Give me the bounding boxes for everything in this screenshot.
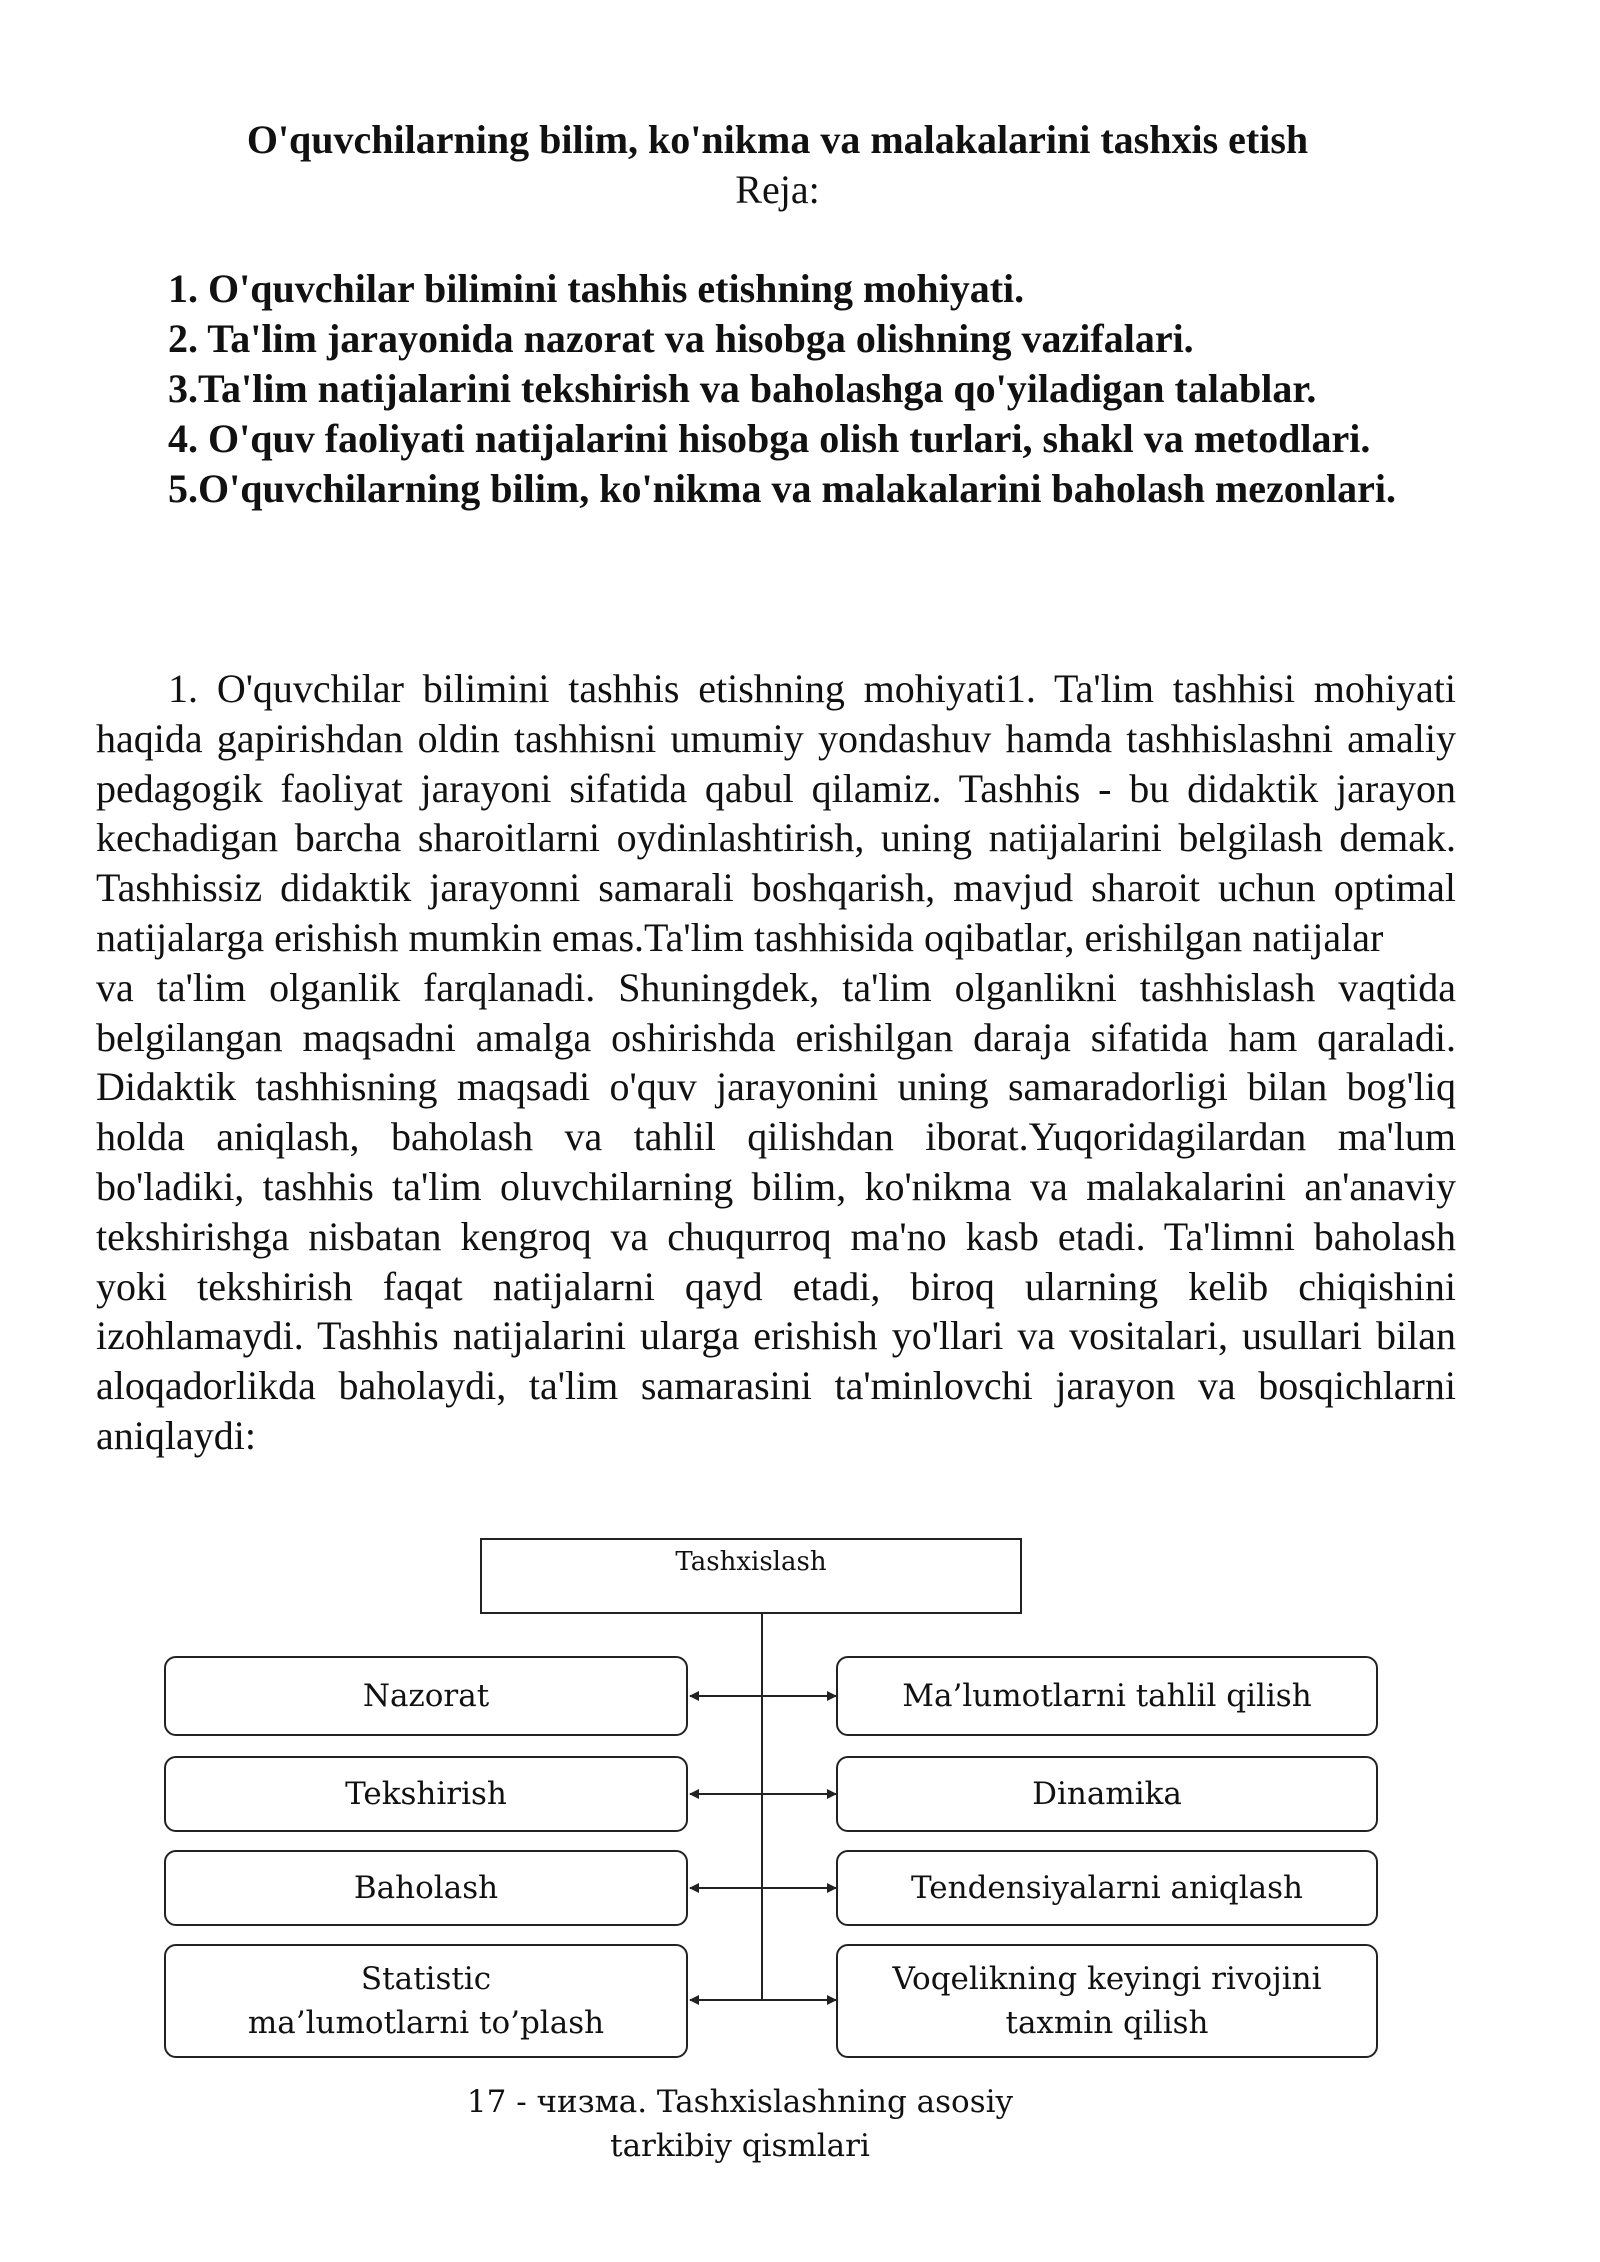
plan-item: 5.O'quvchilarning bilim, ko'nikma va malakalarini baholash mezonlari. — [168, 466, 1396, 511]
diagram-right-box — [836, 1656, 1378, 1736]
diagram-right-label: Dinamika — [1032, 1776, 1182, 1812]
plan-item: 4. O'quv faoliyati natijalarini hisobga olish turlari, shakl va metodlari. — [168, 416, 1371, 461]
plan-item: 3.Ta'lim natijalarini tekshirish va baholashga qo'yiladigan talablar. — [168, 366, 1317, 411]
diagram-root-box: Tashxislash — [480, 1538, 1022, 1614]
diagram-left-label: Nazorat — [362, 1678, 490, 1714]
paragraph-main: va ta'lim olganlik farqlanadi. Shuningdek, ta'lim olganlikni tashhislash vaqtida belgilangan maqsadni amalga oshirishda erishilgan daraja sifatida ham qaraladi. Didaktik tashhisning maqsadi o'quv jarayonini uning samaradorligi bilan bog'liq holda aniqlash, baholash va tahlil qilishdan iborat.Yuqoridagilardan ma'lum bo'ladiki, tashhis ta'lim oluvchilarning bilim, ko'nikma va malakalarini an'anaviy tekshirishga nisbatan kengroq va chuqurroq ma'no kasb etadi. Ta'limni baholash yoki tekshirish faqat natijalarni qayd etadi, biroq ularning kelib chiqishini izohlamaydi. Tashhis natijalarini ularga erishish yo'llari va vositalari, usullari bilan aloqadorlikda baholaydi, ta'lim samarasini ta'minlovchi jarayon va bosqichlarni aniqlaydi: — [96, 964, 1456, 1458]
diagram-right-label: Tendensiyalarni aniqlash — [911, 1870, 1303, 1906]
diagram-left-box — [164, 1656, 688, 1736]
diagram-right-box — [836, 1850, 1378, 1926]
plan-list — [168, 264, 1456, 514]
body-text — [96, 664, 1456, 1461]
paragraph-intro: 1. O'quvchilar bilimini tashhis etishning mohiyati1. Ta'lim tashhisi mohiyati haqida gapirishdan oldin tashhisni umumiy yondashuv hamda tashhislashni amaliy pedagogik faoliyat jarayoni sifatida qabul qilamiz. Tashhis - bu didaktik jarayon kechadigan barcha sharoitlarni oydinlashtirish, uning natijalarini belgilash demak. Tashhissiz didaktik jarayonni samarali boshqarish, mavjud sharoit uchun optimal natijalarga erishish mumkin emas.Ta'lim tashhisida oqibatlar, erishilgan natijalar — [96, 666, 1456, 960]
diagram-right-label: Voqelikning keyingi rivojini taxmin qilish — [892, 1961, 1322, 2041]
diagnosis-diagram — [0, 1530, 1600, 2090]
plan-heading: Reja: — [735, 167, 820, 212]
plan-item: 2. Ta'lim jarayonida nazorat va hisobga olishning vazifalari. — [168, 316, 1194, 361]
diagram-right-box — [836, 1756, 1378, 1832]
diagram-right-box — [836, 1944, 1378, 2058]
figure-caption — [0, 2080, 1480, 2168]
figure-caption-text: 17 - чизма. Tashxislashning asosiy tarkibiy qismlari — [466, 2084, 1014, 2164]
plan-item: 1. O'quvchilar bilimini tashhis etishning mohiyati. — [168, 266, 1025, 311]
diagram-left-label: Tekshirish — [345, 1776, 507, 1812]
diagram-left-box — [164, 1944, 688, 2058]
diagram-left-label: Baholash — [353, 1870, 499, 1906]
document-title: O'quvchilarning bilim, ko'nikma va malakalarini tashxis etish — [246, 117, 1309, 162]
diagram-left-label: Statistic ma’lumotlarni to’plash — [247, 1961, 605, 2041]
diagram-left-box — [164, 1850, 688, 1926]
diagram-right-label: Ma’lumotlarni tahlil qilish — [902, 1678, 1312, 1714]
diagram-left-box — [164, 1756, 688, 1832]
